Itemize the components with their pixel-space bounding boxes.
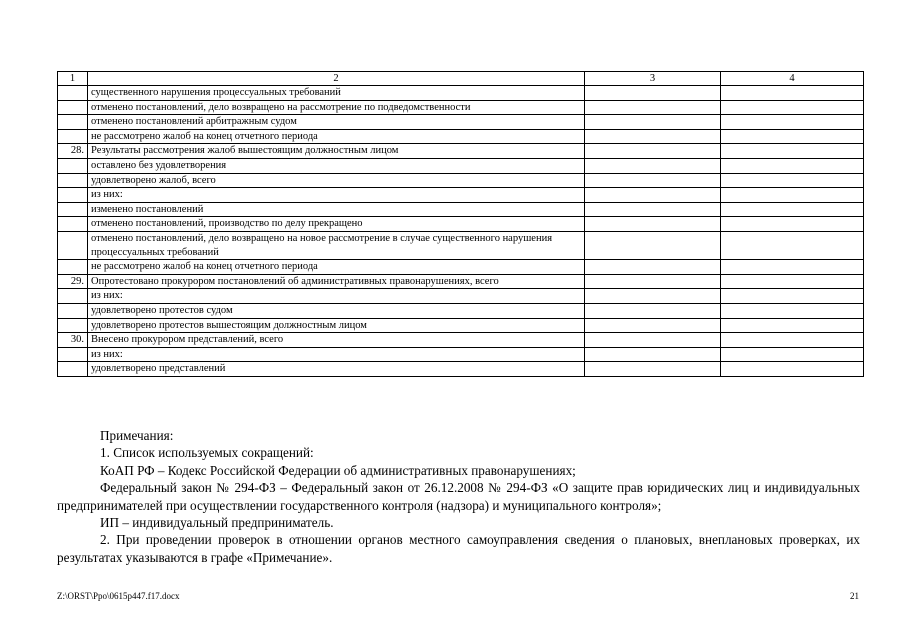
row-value-cell-3 — [585, 188, 721, 203]
notes-fz-definition: Федеральный закон № 294-ФЗ – Федеральный закон от 26.12.2008 № 294-ФЗ «О защите прав юридических лиц и индивидуальных предпринимателей при осуществлении государственного контроля (надзора) и муниципального контроля»; — [57, 480, 860, 513]
column-header-2: 2 — [88, 72, 585, 86]
row-value-cell-4 — [721, 231, 864, 259]
row-text-cell: Результаты рассмотрения жалоб вышестоящим должностным лицом — [88, 144, 585, 159]
row-value-cell-4 — [721, 347, 864, 362]
row-number-cell: 29. — [58, 274, 88, 289]
column-header-3: 3 — [585, 72, 721, 86]
table-row — [58, 217, 864, 232]
row-number-cell — [58, 318, 88, 333]
row-number-cell — [58, 260, 88, 275]
table-row — [58, 289, 864, 304]
notes-section — [57, 427, 860, 566]
footer-file-path: Z:\ORST\Ppo\0615p447.f17.docx — [57, 591, 180, 601]
row-value-cell-3 — [585, 158, 721, 173]
row-value-cell-4 — [721, 362, 864, 377]
row-text-cell: удовлетворено жалоб, всего — [88, 173, 585, 188]
table-row — [58, 318, 864, 333]
row-value-cell-3 — [585, 347, 721, 362]
row-text-cell: из них: — [88, 347, 585, 362]
row-text-cell: существенного нарушения процессуальных требований — [88, 86, 585, 101]
row-value-cell-3 — [585, 86, 721, 101]
row-value-cell-4 — [721, 303, 864, 318]
report-table — [57, 71, 864, 377]
row-value-cell-3 — [585, 129, 721, 144]
row-value-cell-3 — [585, 231, 721, 259]
row-text-cell: удовлетворено протестов вышестоящим должностным лицом — [88, 318, 585, 333]
row-number-cell — [58, 188, 88, 203]
row-value-cell-3 — [585, 173, 721, 188]
row-text-cell: изменено постановлений — [88, 202, 585, 217]
page-number: 21 — [850, 591, 859, 601]
row-number-cell — [58, 202, 88, 217]
row-value-cell-4 — [721, 115, 864, 130]
row-value-cell-3 — [585, 333, 721, 348]
table-row — [58, 188, 864, 203]
row-number-cell — [58, 289, 88, 304]
row-value-cell-4 — [721, 274, 864, 289]
row-number-cell — [58, 86, 88, 101]
row-text-cell: Внесено прокурором представлений, всего — [88, 333, 585, 348]
row-value-cell-4 — [721, 86, 864, 101]
row-value-cell-4 — [721, 318, 864, 333]
row-value-cell-3 — [585, 115, 721, 130]
row-value-cell-4 — [721, 158, 864, 173]
notes-item-2: 2. При проведении проверок в отношении органов местного самоуправления сведения о плановых, внеплановых проверках, их результатах указываются в графе «Примечание». — [57, 532, 860, 565]
column-header-4: 4 — [721, 72, 864, 86]
table-row — [58, 303, 864, 318]
row-value-cell-4 — [721, 144, 864, 159]
row-value-cell-3 — [585, 274, 721, 289]
row-value-cell-3 — [585, 362, 721, 377]
row-text-cell: из них: — [88, 188, 585, 203]
row-number-cell: 30. — [58, 333, 88, 348]
row-value-cell-4 — [721, 202, 864, 217]
row-text-cell: из них: — [88, 289, 585, 304]
notes-ip-definition: ИП – индивидуальный предприниматель. — [100, 515, 334, 531]
row-text-cell: Опротестовано прокурором постановлений об административных правонарушениях, всего — [88, 274, 585, 289]
row-number-cell — [58, 303, 88, 318]
row-number-cell — [58, 347, 88, 362]
table-header-row — [58, 72, 864, 86]
row-value-cell-3 — [585, 318, 721, 333]
table-row — [58, 129, 864, 144]
row-text-cell: отменено постановлений, производство по делу прекращено — [88, 217, 585, 232]
row-value-cell-3 — [585, 202, 721, 217]
table-row — [58, 86, 864, 101]
row-value-cell-4 — [721, 173, 864, 188]
row-value-cell-4 — [721, 100, 864, 115]
row-text-cell: удовлетворено протестов судом — [88, 303, 585, 318]
notes-heading: Примечания: — [100, 428, 174, 443]
row-number-cell — [58, 129, 88, 144]
row-value-cell-3 — [585, 217, 721, 232]
row-number-cell — [58, 115, 88, 130]
row-value-cell-4 — [721, 217, 864, 232]
row-value-cell-4 — [721, 188, 864, 203]
table-row — [58, 260, 864, 275]
row-text-cell: отменено постановлений, дело возвращено на новое рассмотрение в случае существенного нарушения процессуальных требований — [88, 231, 585, 259]
row-text-cell: не рассмотрено жалоб на конец отчетного периода — [88, 129, 585, 144]
table-row — [58, 231, 864, 259]
row-value-cell-3 — [585, 144, 721, 159]
row-number-cell: 28. — [58, 144, 88, 159]
row-value-cell-4 — [721, 289, 864, 304]
row-value-cell-4 — [721, 129, 864, 144]
row-text-cell: оставлено без удовлетворения — [88, 158, 585, 173]
column-header-1: 1 — [58, 72, 88, 86]
table-row — [58, 333, 864, 348]
row-text-cell: не рассмотрено жалоб на конец отчетного периода — [88, 260, 585, 275]
row-value-cell-3 — [585, 260, 721, 275]
row-value-cell-3 — [585, 289, 721, 304]
notes-item-1: 1. Список используемых сокращений: — [100, 445, 314, 461]
row-value-cell-4 — [721, 333, 864, 348]
table-row — [58, 115, 864, 130]
table-row — [58, 144, 864, 159]
row-value-cell-3 — [585, 303, 721, 318]
table-row — [58, 347, 864, 362]
table-row — [58, 202, 864, 217]
row-number-cell — [58, 217, 88, 232]
row-text-cell: удовлетворено представлений — [88, 362, 585, 377]
row-number-cell — [58, 158, 88, 173]
row-number-cell — [58, 231, 88, 259]
table-row — [58, 100, 864, 115]
table-row — [58, 274, 864, 289]
table-row — [58, 158, 864, 173]
row-text-cell: отменено постановлений, дело возвращено на рассмотрение по подведомственности — [88, 100, 585, 115]
row-value-cell-3 — [585, 100, 721, 115]
table-row — [58, 362, 864, 377]
table-row — [58, 173, 864, 188]
row-number-cell — [58, 173, 88, 188]
table-body — [58, 86, 864, 377]
row-value-cell-4 — [721, 260, 864, 275]
row-number-cell — [58, 362, 88, 377]
row-text-cell: отменено постановлений арбитражным судом — [88, 115, 585, 130]
row-number-cell — [58, 100, 88, 115]
notes-koap-definition: КоАП РФ – Кодекс Российской Федерации об административных правонарушениях; — [100, 462, 576, 478]
